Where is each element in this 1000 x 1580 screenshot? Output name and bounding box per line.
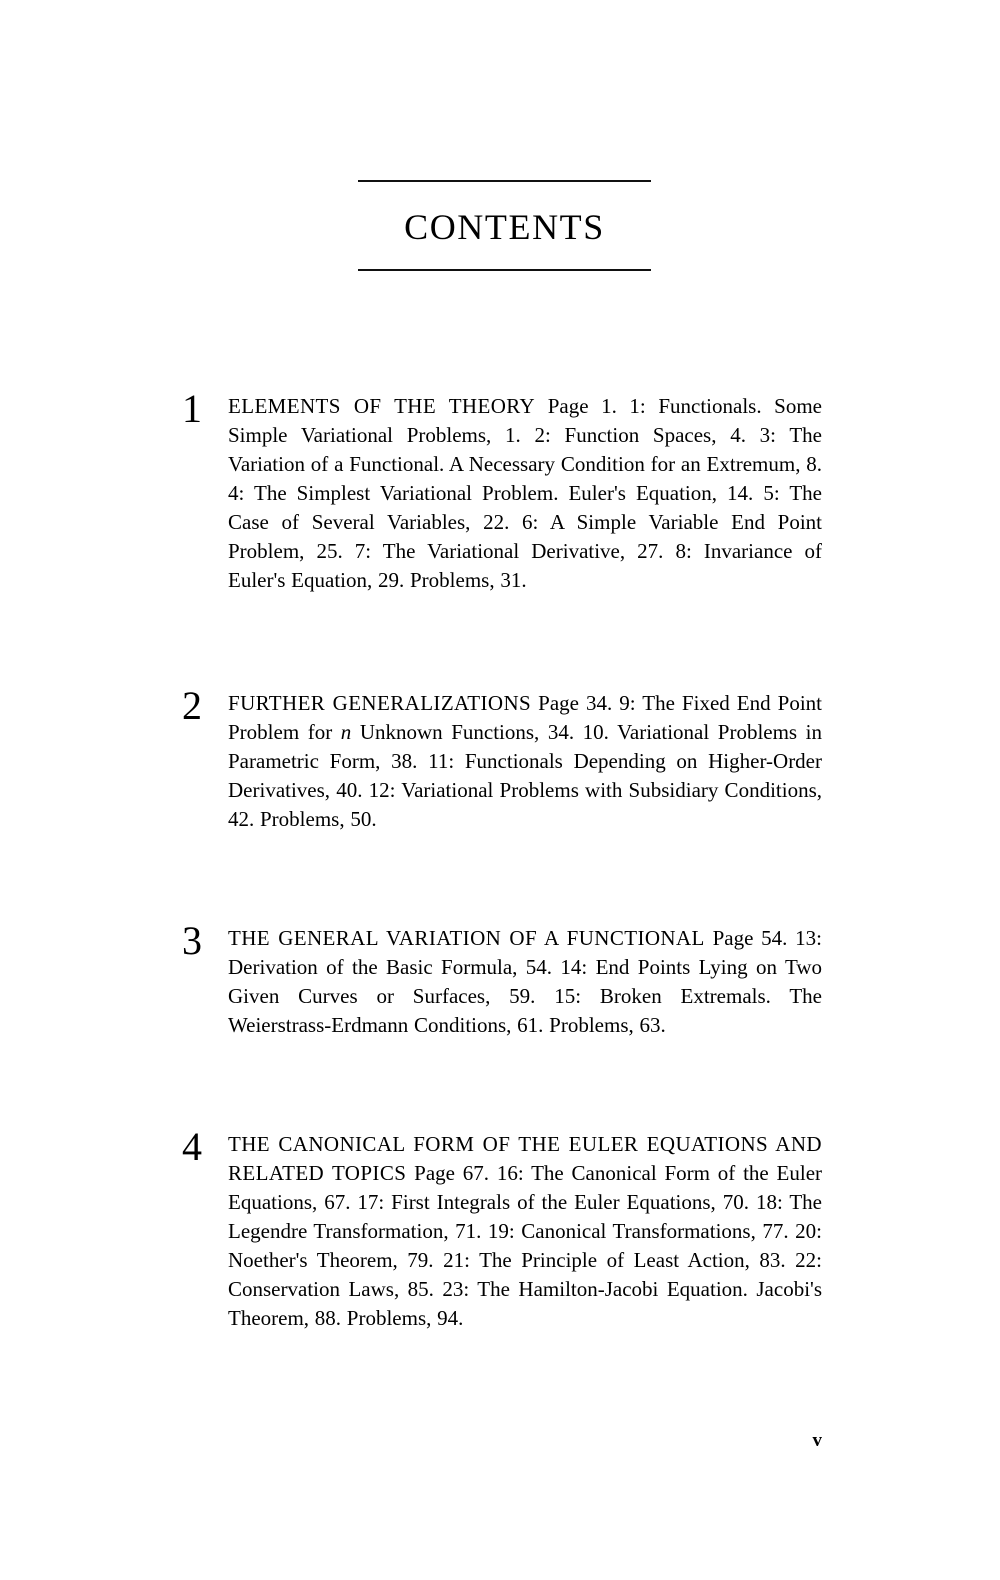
chapter-gap bbox=[0, 1068, 1000, 1130]
chapter-heading: THE CANONICAL FORM OF THE EULER EQUATIONS AND RELATED TOPICS bbox=[228, 1132, 822, 1185]
chapter-number: 1 bbox=[182, 386, 202, 431]
chapter-sections-text: Page 1. 1: Functionals. Some Simple Variational Problems, 1. 2: Function Spaces, 4. 3: The Variation of a Functional. A Necessary Condition for an Extremum, 8. 4: The Simplest Variational Problem. Euler's Equation, 14. 5: The Case of Several Variables, 22. 6: A Simple Variable End Point Problem, 25. 7: The Variational Derivative, 27. 8: Invariance of Euler's Equation, 29. Problems, 31. bbox=[228, 394, 822, 592]
toc-entry-chapter-3[interactable] bbox=[0, 918, 1000, 1040]
chapter-gap bbox=[0, 862, 1000, 924]
italic-variable-n: n bbox=[340, 720, 352, 744]
chapter-number: 3 bbox=[182, 918, 202, 963]
page-number: v bbox=[812, 1430, 822, 1451]
chapter-heading: THE GENERAL VARIATION OF A FUNCTIONAL bbox=[228, 926, 705, 950]
chapter-sections-text: Page 54. 13: Derivation of the Basic Formula, 54. 14: End Points Lying on Two Given Curves or Surfaces, 59. 15: Broken Extremals. The Weierstrass-Erdmann Conditions, 61. Problems, 63. bbox=[228, 926, 823, 1037]
chapter-heading: ELEMENTS OF THE THEORY bbox=[228, 394, 536, 418]
toc-entry-chapter-1[interactable] bbox=[0, 386, 1000, 595]
chapter-number: 2 bbox=[182, 683, 202, 728]
table-of-contents bbox=[0, 386, 1000, 1333]
chapter-text bbox=[228, 924, 822, 1040]
toc-entry-chapter-4[interactable] bbox=[0, 1124, 1000, 1333]
page-title: CONTENTS bbox=[404, 207, 605, 247]
chapter-heading: FURTHER GENERALIZATIONS bbox=[228, 691, 532, 715]
chapter-sections-text-pre: Page 34. 9: The Fixed End Point Problem for bbox=[228, 691, 822, 744]
chapter-text bbox=[228, 689, 822, 834]
chapter-text bbox=[228, 1130, 822, 1333]
chapter-sections-text-post: Unknown Functions, 34. 10. Variational Problems in Parametric Form, 38. 11: Functionals Depending on Higher-Order Derivatives, 40. 12: Variational Problems with Subsidiary Conditions, 42. Problems, 50. bbox=[228, 720, 822, 831]
title-rule-bottom bbox=[358, 269, 651, 271]
chapter-gap bbox=[0, 623, 1000, 689]
chapter-text bbox=[228, 392, 822, 595]
title-block bbox=[358, 180, 651, 271]
chapter-sections-text: Page 67. 16: The Canonical Form of the Euler Equations, 67. 17: First Integrals of the Euler Equations, 70. 18: The Legendre Transformation, 71. 19: Canonical Transformations, 77. 20: Noether's Theorem, 79. 21: The Principle of Least Action, 83. 22: Conservation Laws, 85. 23: The Hamilton-Jacobi Equation. Jacobi's Theorem, 88. Problems, 94. bbox=[228, 1161, 823, 1330]
toc-entry-chapter-2[interactable] bbox=[0, 683, 1000, 834]
chapter-number: 4 bbox=[182, 1124, 202, 1169]
